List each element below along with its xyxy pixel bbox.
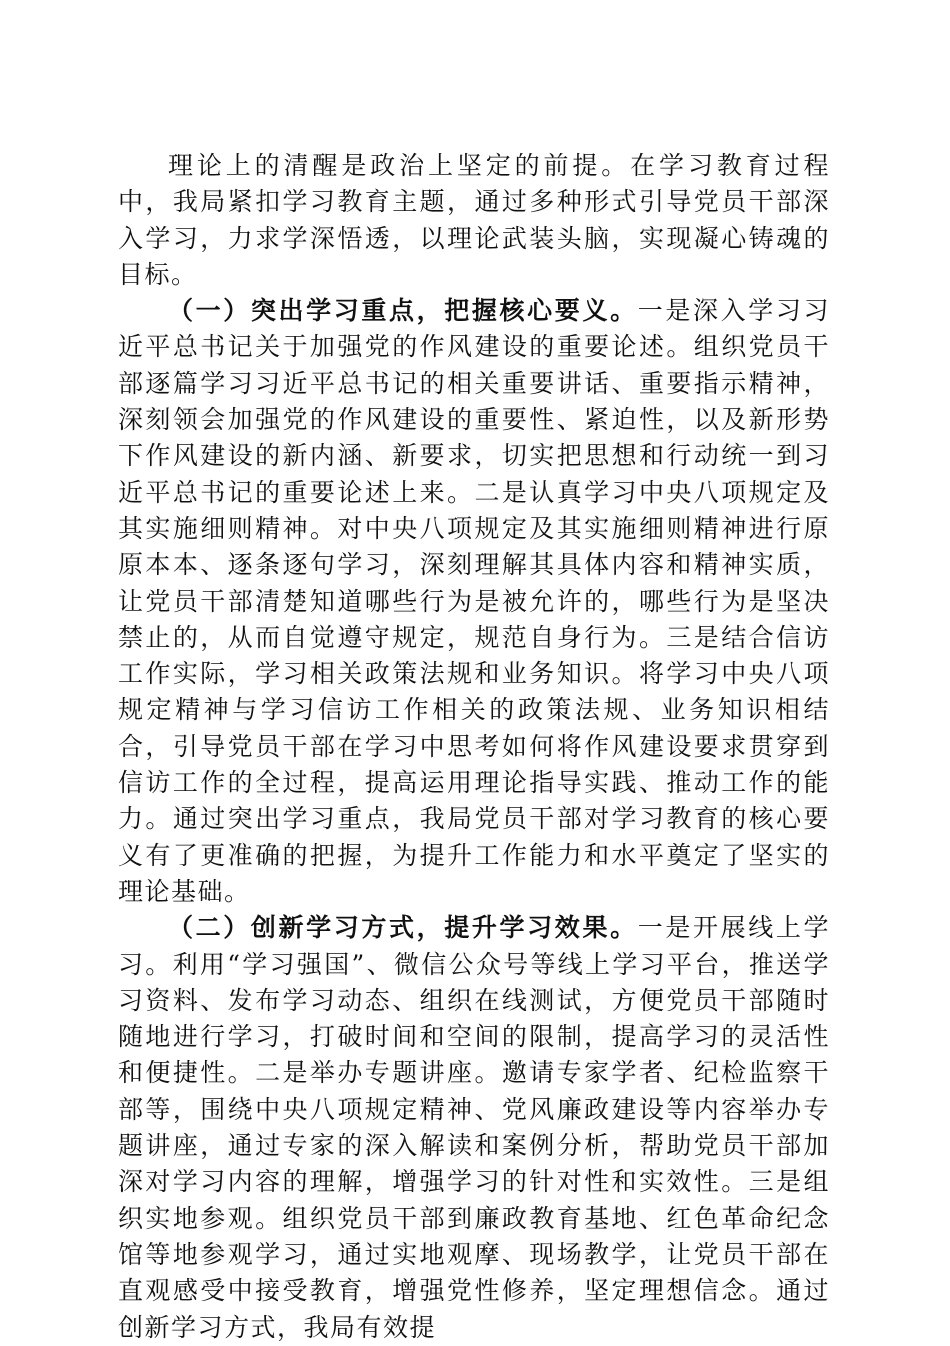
paragraph-section-2 (118, 910, 830, 1346)
paragraph-section-1 (118, 293, 830, 910)
document-page (118, 148, 830, 1346)
section-1-body: 一是深入学习习近平总书记关于加强党的作风建设的重要论述。组织党员干部逐篇学习习近平总书记的相关重要讲话、重要指示精神，深刻领会加强党的作风建设的重要性、紧迫性，以及新形势下作风建设的新内涵、新要求，切实把思想和行动统一到习近平总书记的重要论述上来。二是认真学习中央八项规定及其实施细则精神。对中央八项规定及其实施细则精神进行原原本本、逐条逐句学习，深刻理解其具体内容和精神实质，让党员干部清楚知道哪些行为是被允许的，哪些行为是坚决禁止的，从而自觉遵守规定，规范自身行为。三是结合信访工作实际，学习相关政策法规和业务知识。将学习中央八项规定精神与学习信访工作相关的政策法规、业务知识相结合，引导党员干部在学习中思考如何将作风建设要求贯穿到信访工作的全过程，提高运用理论指导实践、推动工作的能力。通过突出学习重点，我局党员干部对学习教育的核心要义有了更准确的把握，为提升工作能力和水平奠定了坚实的理论基础。 (118, 296, 830, 906)
paragraph-intro (118, 148, 830, 293)
section-2-heading: （二）创新学习方式，提升学习效果。 (168, 913, 638, 943)
paragraph-intro-body: 理论上的清醒是政治上坚定的前提。在学习教育过程中，我局紧扣学习教育主题，通过多种形式引导党员干部深入学习，力求学深悟透，以理论武装头脑，实现凝心铸魂的目标。 (118, 151, 830, 289)
section-1-heading: （一）突出学习重点，把握核心要义。 (168, 296, 638, 326)
section-2-body: 一是开展线上学习。利用“学习强国”、微信公众号等线上学习平台，推送学习资料、发布学习动态、组织在线测试，方便党员干部随时随地进行学习，打破时间和空间的限制，提高学习的灵活性和便捷性。二是举办专题讲座。邀请专家学者、纪检监察干部等，围绕中央八项规定精神、党风廉政建设等内容举办专题讲座，通过专家的深入解读和案例分析，帮助党员干部加深对学习内容的理解，增强学习的针对性和实效性。三是组织实地参观。组织党员干部到廉政教育基地、红色革命纪念馆等地参观学习，通过实地观摩、现场教学，让党员干部在直观感受中接受教育，增强党性修养，坚定理想信念。通过创新学习方式，我局有效提 (118, 913, 830, 1342)
